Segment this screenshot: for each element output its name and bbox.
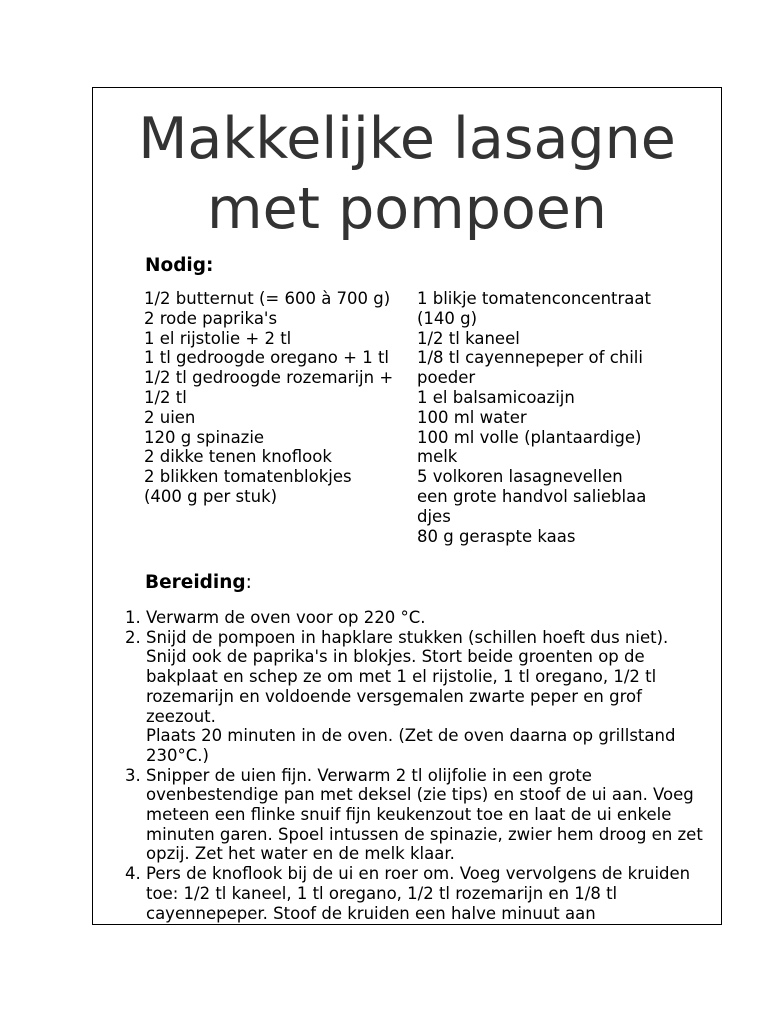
- ingredient-item: 5 volkoren lasagnevellen: [417, 467, 623, 487]
- ingredients-list: [144, 289, 652, 546]
- ingredient-item: 1 blikje tomatenconcentraat (140 g): [417, 289, 651, 328]
- step-text: 1. Verwarm de oven voor op 220 °C.: [146, 608, 426, 627]
- ingredient-item: 2 blikken tomatenblokjes (400 g per stuk): [144, 467, 352, 506]
- ingredient-item: 120 g spinazie: [144, 427, 265, 447]
- ingredient-item: 1/2 butternut (= 600 à 700 g): [144, 289, 391, 308]
- ingredients-column-right: [417, 289, 652, 546]
- ingredient-item: 100 ml water: [417, 407, 527, 427]
- title-line-1: Makkelijke lasagne: [138, 106, 676, 172]
- ingredient-item: 2 rode paprika's: [144, 308, 278, 328]
- preparation-step: [146, 608, 707, 628]
- ingredient-item: 2 dikke tenen knoflook: [144, 447, 332, 467]
- step-text: Plaats 20 minuten in de oven. (Zet de oven daarna op grillstand 230°C.): [146, 726, 676, 765]
- ingredient-item: een grote handvol salieblaadjes: [417, 486, 647, 526]
- ingredient-item: 1/2 tl gedroogde rozemarijn + 1/2 tl: [144, 368, 394, 407]
- ingredient-item: 1 el balsamicoazijn: [417, 387, 575, 407]
- ingredient-item: 1/8 tl cayennepeper of chilipoeder: [417, 348, 643, 388]
- preparation-steps: [121, 608, 707, 923]
- ingredient-item: 1 el rijstolie + 2 tl: [144, 328, 292, 348]
- ingredients-heading: Nodig:: [145, 255, 214, 276]
- title-line-2: met pompoen: [207, 176, 607, 242]
- preparation-step: [146, 766, 707, 865]
- ingredient-item: 100 ml volle (plantaardige) melk: [417, 427, 642, 467]
- ingredients-column-left: [144, 289, 394, 546]
- ingredient-item: 80 g geraspte kaas: [417, 526, 576, 546]
- step-text: 4. Pers de knoflook bij de ui en roer om. Voeg vervolgens de kruiden toe: 1/2 tl kaneel, 1 tl oregano, 1/2 tl rozemarijn en 1/8 tl cayennepeper. Stoof de kruiden een halve minuut aan: [146, 864, 691, 923]
- ingredient-item: 1 tl gedroogde oregano + 1 tl: [144, 348, 390, 368]
- ingredient-item: 2 uien: [144, 407, 196, 427]
- preparation-step: [146, 864, 707, 923]
- step-text: 3. Snipper de uien fijn. Verwarm 2 tl olijfolie in een grote ovenbestendige pan met deksel (zie tips) en stoof de ui aan. Voeg meteen een flinke snuif fijn keukenzout toe en laat de ui enkele minuten garen. Spoel intussen de spinazie, zwier hem droog en zet opzij. Zet het water en de melk klaar.: [146, 765, 703, 864]
- ingredient-item: 1/2 tl kaneel: [417, 328, 520, 348]
- recipe-title: [93, 104, 721, 244]
- preparation-heading: Bereiding:: [145, 572, 252, 593]
- preparation-step: [146, 628, 707, 766]
- recipe-card: [92, 87, 722, 925]
- step-text: 2. Snijd de pompoen in hapklare stukken (schillen hoeft dus niet). Snijd ook de paprika's in blokjes. Stort beide groenten op de bakplaat en schep ze om met 1 el rijstolie, 1 tl oregano, 1/2 tl rozemarijn en voldoende versgemalen zwarte peper en grof zeezout.: [146, 627, 669, 726]
